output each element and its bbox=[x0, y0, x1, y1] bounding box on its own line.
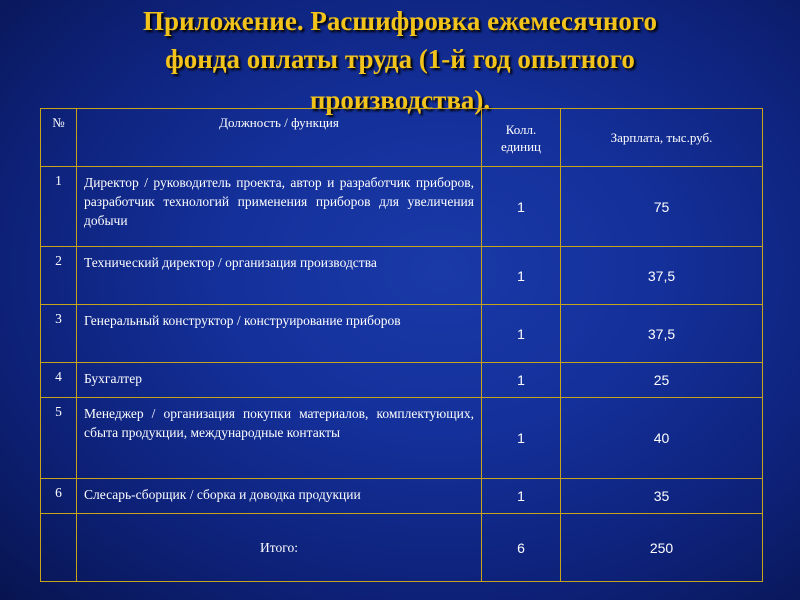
table-row bbox=[41, 305, 763, 363]
table-row bbox=[41, 167, 763, 247]
row-position: Директор / руководитель проекта, автор и разработчик приборов, разработчик технологий применения приборов для увеличения добычи bbox=[77, 167, 482, 247]
row-position: Бухгалтер bbox=[77, 363, 482, 398]
row-num: 4 bbox=[41, 363, 77, 398]
header-position: Должность / функция bbox=[77, 109, 482, 167]
header-qty-line1: Колл. bbox=[505, 121, 537, 137]
row-qty: 1 bbox=[482, 398, 561, 479]
payroll-table bbox=[40, 108, 763, 582]
page-title bbox=[20, 2, 780, 119]
header-num: № bbox=[41, 109, 77, 167]
row-salary: 40 bbox=[561, 398, 763, 479]
row-num: 6 bbox=[41, 479, 77, 514]
total-qty: 6 bbox=[482, 514, 561, 582]
total-label: Итого: bbox=[77, 514, 482, 582]
row-qty: 1 bbox=[482, 247, 561, 305]
row-salary: 37,5 bbox=[561, 305, 763, 363]
table-row bbox=[41, 398, 763, 479]
row-position: Менеджер / организация покупки материалов, комплектующих, сбыта продукции, международные контакты bbox=[77, 398, 482, 479]
title-line-2: фонда оплаты труда (1-й год опытного bbox=[165, 44, 635, 74]
table-header-row bbox=[41, 109, 763, 167]
row-position: Генеральный конструктор / конструирование приборов bbox=[77, 305, 482, 363]
row-qty: 1 bbox=[482, 305, 561, 363]
title-line-1: Приложение. Расшифровка ежемесячного bbox=[142, 6, 658, 36]
row-position: Слесарь-сборщик / сборка и доводка продукции bbox=[77, 479, 482, 514]
row-qty: 1 bbox=[482, 167, 561, 247]
total-num-cell bbox=[41, 514, 77, 582]
title-line-3: производства). bbox=[309, 85, 491, 115]
total-salary: 250 bbox=[561, 514, 763, 582]
row-num: 1 bbox=[41, 167, 77, 247]
row-salary: 35 bbox=[561, 479, 763, 514]
table-total-row bbox=[41, 514, 763, 582]
row-salary: 75 bbox=[561, 167, 763, 247]
row-num: 2 bbox=[41, 247, 77, 305]
header-qty-line2: единиц bbox=[500, 138, 542, 154]
row-position: Технический директор / организация производства bbox=[77, 247, 482, 305]
table-row bbox=[41, 479, 763, 514]
row-qty: 1 bbox=[482, 363, 561, 398]
row-qty: 1 bbox=[482, 479, 561, 514]
row-num: 5 bbox=[41, 398, 77, 479]
row-num: 3 bbox=[41, 305, 77, 363]
table-row bbox=[41, 247, 763, 305]
header-salary: Зарплата, тыс.руб. bbox=[561, 109, 763, 167]
header-qty bbox=[482, 109, 561, 167]
row-salary: 25 bbox=[561, 363, 763, 398]
row-salary: 37,5 bbox=[561, 247, 763, 305]
table-row bbox=[41, 363, 763, 398]
